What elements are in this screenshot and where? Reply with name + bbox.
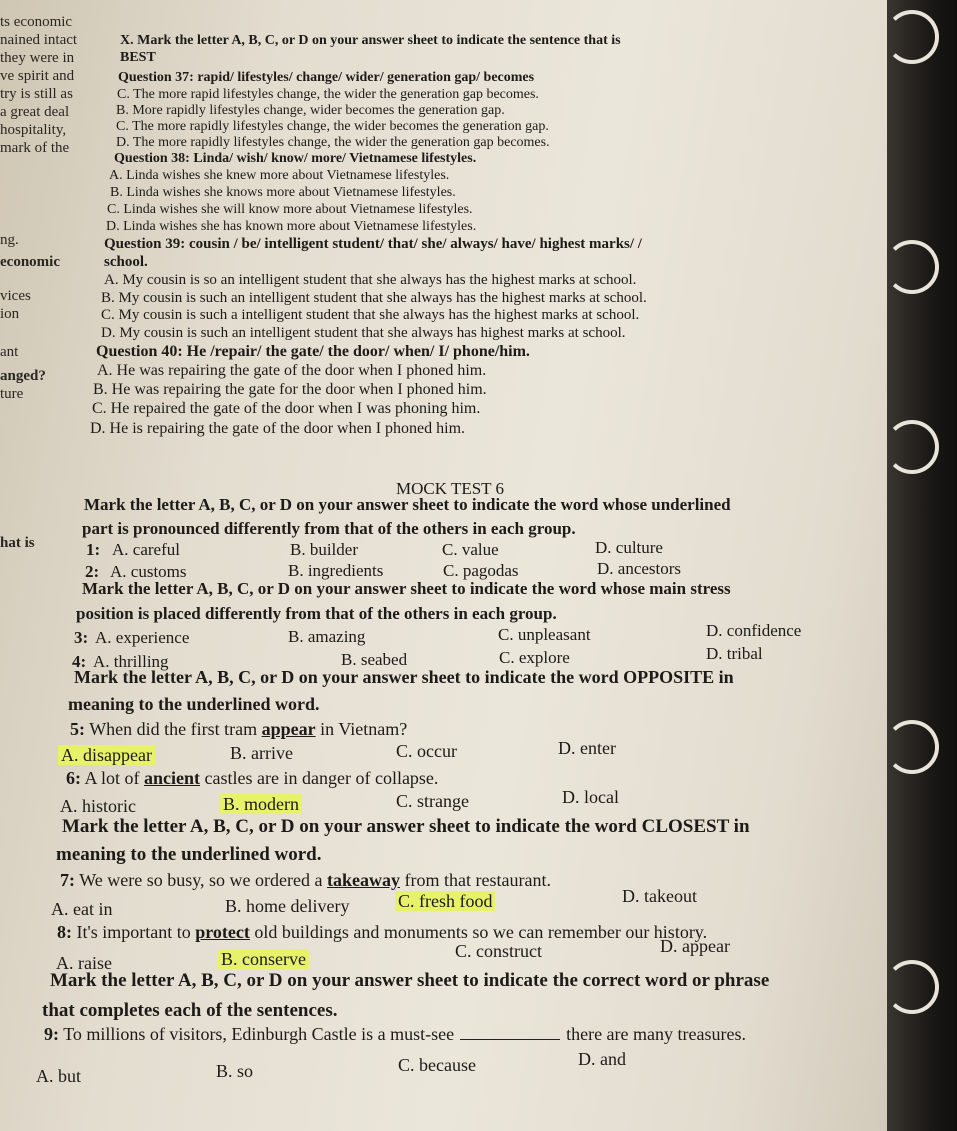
answer-option[interactable]: D. local <box>562 787 619 807</box>
answer-option[interactable]: B. My cousin is such an intelligent student that she always has the highest marks at school. <box>101 290 647 306</box>
margin-text: hat is <box>0 535 35 551</box>
question-stem: Question 38: Linda/ wish/ know/ more/ Vietnamese lifestyles. <box>114 151 477 166</box>
answer-option[interactable]: D. enter <box>558 738 616 758</box>
margin-text: vices <box>0 288 31 304</box>
page-title: MOCK TEST 6 <box>396 479 505 498</box>
underlined-word: protect <box>195 922 250 942</box>
question-stem: Question 39: cousin / be/ intelligent student/ that/ she/ always/ have/ highest marks/ / <box>104 236 642 252</box>
section-heading: Mark the letter A, B, C, or D on your answer sheet to indicate the word whose main stress <box>82 579 731 598</box>
answer-option[interactable]: A. My cousin is so an intelligent student that she always has the highest marks at school. <box>104 272 637 288</box>
answer-option[interactable]: D. culture <box>595 538 663 557</box>
section-heading: X. Mark the letter A, B, C, or D on your answer sheet to indicate the sentence that is <box>120 33 621 48</box>
answer-option[interactable]: C. The more rapid lifestyles change, the wider the generation gap becomes. <box>117 87 539 102</box>
answer-option[interactable]: B. so <box>216 1061 254 1081</box>
question-stem: Question 37: rapid/ lifestyles/ change/ wider/ generation gap/ becomes <box>118 70 535 85</box>
answer-option[interactable]: B. modern <box>220 794 302 815</box>
answer-option[interactable]: B. builder <box>290 540 358 559</box>
section-heading: part is pronounced differently from that of the others in each group. <box>82 519 576 538</box>
section-heading: Mark the letter A, B, C, or D on your answer sheet to indicate the word CLOSEST in <box>62 816 750 837</box>
margin-text: economic <box>0 254 60 270</box>
answer-option[interactable]: A. but <box>36 1066 81 1086</box>
answer-option[interactable]: B. home delivery <box>225 896 350 916</box>
question-number: 1: <box>86 540 101 559</box>
answer-option[interactable]: A. He was repairing the gate of the door when I phoned him. <box>97 362 487 379</box>
binding-ring <box>885 720 939 774</box>
question-number: 3: <box>74 628 89 647</box>
section-heading: Mark the letter A, B, C, or D on your answer sheet to indicate the correct word or phrase <box>50 970 770 991</box>
answer-option[interactable]: A. raise <box>56 953 112 973</box>
answer-option[interactable]: C. occur <box>396 741 457 761</box>
binding-ring <box>885 240 939 294</box>
underlined-word: appear <box>261 719 316 739</box>
answer-option[interactable]: D. The more rapidly lifestyles change, the wider the generation gap becomes. <box>116 135 550 150</box>
answer-option[interactable]: B. Linda wishes she knows more about Vietnamese lifestyles. <box>110 185 456 200</box>
answer-option[interactable]: C. because <box>398 1055 476 1075</box>
question-stem: 7: We were so busy, so we ordered a takeaway from that restaurant. <box>60 870 551 890</box>
answer-option[interactable]: B. ingredients <box>288 561 384 580</box>
margin-text: ion <box>0 306 20 322</box>
question-stem: 5: When did the first tram appear in Vietnam? <box>70 719 408 739</box>
answer-option[interactable]: D. tribal <box>706 644 763 663</box>
answer-option[interactable]: B. More rapidly lifestyles change, wider becomes the generation gap. <box>116 103 505 118</box>
answer-option[interactable]: A. Linda wishes she knew more about Vietnamese lifestyles. <box>109 168 450 183</box>
answer-option[interactable]: D. takeout <box>622 886 697 906</box>
answer-option[interactable]: C. The more rapidly lifestyles change, the wider becomes the generation gap. <box>116 119 549 134</box>
question-stem: 9: To millions of visitors, Edinburgh Castle is a must-see there are many treasures. <box>44 1024 746 1044</box>
answer-option[interactable]: D. My cousin is such an intelligent student that she always has highest marks at school. <box>101 325 626 341</box>
margin-text: mark of the <box>0 140 70 156</box>
answer-option[interactable]: C. explore <box>499 648 570 667</box>
section-heading: meaning to the underlined word. <box>56 844 322 865</box>
question-number: 4: <box>72 652 87 671</box>
answer-option[interactable]: A. thrilling <box>93 652 169 671</box>
answer-option[interactable]: C. Linda wishes she will know more about Vietnamese lifestyles. <box>107 202 473 217</box>
binding-ring <box>885 10 939 64</box>
answer-option[interactable]: C. fresh food <box>395 891 495 912</box>
margin-text: ture <box>0 386 24 402</box>
answer-option[interactable]: B. He was repairing the gate for the door when I phoned him. <box>93 381 487 398</box>
answer-option[interactable]: D. Linda wishes she has known more about Vietnamese lifestyles. <box>106 219 477 234</box>
answer-option[interactable]: C. construct <box>455 941 542 961</box>
underlined-word: ancient <box>144 768 201 788</box>
answer-option[interactable]: A. experience <box>95 628 190 647</box>
underlined-word: takeaway <box>327 870 400 890</box>
answer-option[interactable]: C. strange <box>396 791 469 811</box>
answer-option[interactable]: A. disappear <box>58 745 155 766</box>
question-stem: 6: A lot of ancient castles are in danger of collapse. <box>66 768 439 788</box>
answer-option[interactable]: C. value <box>442 540 499 559</box>
answer-option[interactable]: C. He repaired the gate of the door when I was phoning him. <box>92 400 481 417</box>
answer-option[interactable]: A. historic <box>60 796 136 816</box>
section-heading: Mark the letter A, B, C, or D on your answer sheet to indicate the word whose underlined <box>84 495 731 514</box>
answer-option[interactable]: A. customs <box>110 562 187 581</box>
section-heading: meaning to the underlined word. <box>68 694 320 714</box>
margin-text: anged? <box>0 368 46 384</box>
answer-option[interactable]: B. arrive <box>230 743 293 763</box>
question-stem: school. <box>104 254 148 270</box>
spiral-binding <box>887 0 957 1131</box>
answer-option[interactable]: D. confidence <box>706 621 802 640</box>
answer-option[interactable]: C. unpleasant <box>498 625 591 644</box>
answer-blank[interactable] <box>460 1039 560 1040</box>
answer-option[interactable]: D. and <box>578 1049 626 1069</box>
question-stem: 8: It's important to protect old buildings and monuments so we can remember our history. <box>57 922 708 942</box>
answer-option[interactable]: B. seabed <box>341 650 408 669</box>
binding-ring <box>885 420 939 474</box>
margin-text: ant <box>0 344 19 360</box>
answer-option[interactable]: A. eat in <box>51 899 113 919</box>
margin-text: hospitality, <box>0 122 67 138</box>
answer-option[interactable]: D. ancestors <box>597 559 682 578</box>
answer-option[interactable]: B. conserve <box>218 949 309 970</box>
answer-option[interactable]: B. amazing <box>288 627 366 646</box>
answer-option[interactable]: D. appear <box>660 936 730 956</box>
margin-text: ng. <box>0 232 19 248</box>
margin-text: nained intact <box>0 32 78 48</box>
margin-text: they were in <box>0 50 75 66</box>
answer-option[interactable]: D. He is repairing the gate of the door when I phoned him. <box>90 420 466 437</box>
margin-text: a great deal <box>0 104 70 120</box>
margin-text: ts economic <box>0 14 73 30</box>
margin-text: ve spirit and <box>0 68 75 84</box>
answer-option[interactable]: C. pagodas <box>443 561 519 580</box>
question-stem: Question 40: He /repair/ the gate/ the door/ when/ I/ phone/him. <box>96 343 530 360</box>
section-heading: BEST <box>120 50 156 65</box>
margin-text: try is still as <box>0 86 73 102</box>
section-heading: position is placed differently from that of the others in each group. <box>76 604 557 623</box>
section-heading: that completes each of the sentences. <box>42 1000 338 1021</box>
binding-ring <box>885 960 939 1014</box>
answer-option[interactable]: C. My cousin is such a intelligent student that she always has the highest marks at school. <box>101 307 640 323</box>
question-number: 2: <box>85 562 100 581</box>
section-heading: Mark the letter A, B, C, or D on your answer sheet to indicate the word OPPOSITE in <box>74 667 734 687</box>
answer-option[interactable]: A. careful <box>112 540 180 559</box>
